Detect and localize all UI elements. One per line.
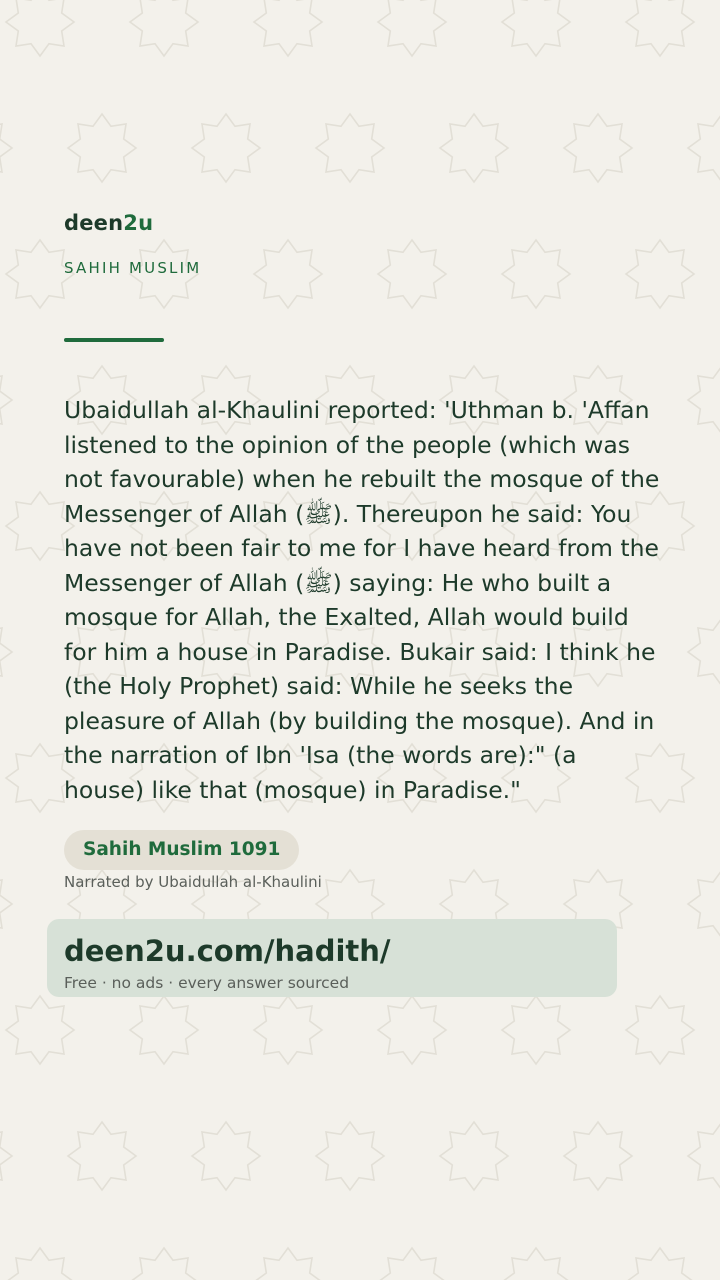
hadith-reference-badge: Sahih Muslim 1091 [64, 830, 299, 870]
brand-name-accent: 2u [123, 211, 154, 235]
cta-url: deen2u.com/hadith/ [64, 934, 391, 968]
narrator-line: Narrated by Ubaidullah al-Khaulini [64, 873, 322, 891]
collection-label: SAHIH MUSLIM [64, 259, 202, 277]
cta-card [47, 919, 617, 997]
cta-tagline: Free · no ads · every answer sourced [64, 974, 350, 992]
brand-name: deen [64, 211, 124, 235]
hadith-text: Ubaidullah al-Khaulini reported: 'Uthman b. 'Affan listened to the opinion of the people (which was not favourable) when he rebuilt the mosque of the Messenger of Allah (ﷺ). Thereupon he said: You have not been fair to me for I have heard from the Messenger of Allah (ﷺ) saying: He who built a mosque for Allah, the Exalted, Allah would build for him a house in Paradise. Bukair said: I think he (the Holy Prophet) said: While he seeks the pleasure of Allah (by building the mosque). And in the narration of Ibn 'Isa (the words are):" (a house) like that (mosque) in Paradise." [64, 396, 660, 804]
brand-logo [64, 211, 153, 235]
divider [64, 338, 164, 342]
